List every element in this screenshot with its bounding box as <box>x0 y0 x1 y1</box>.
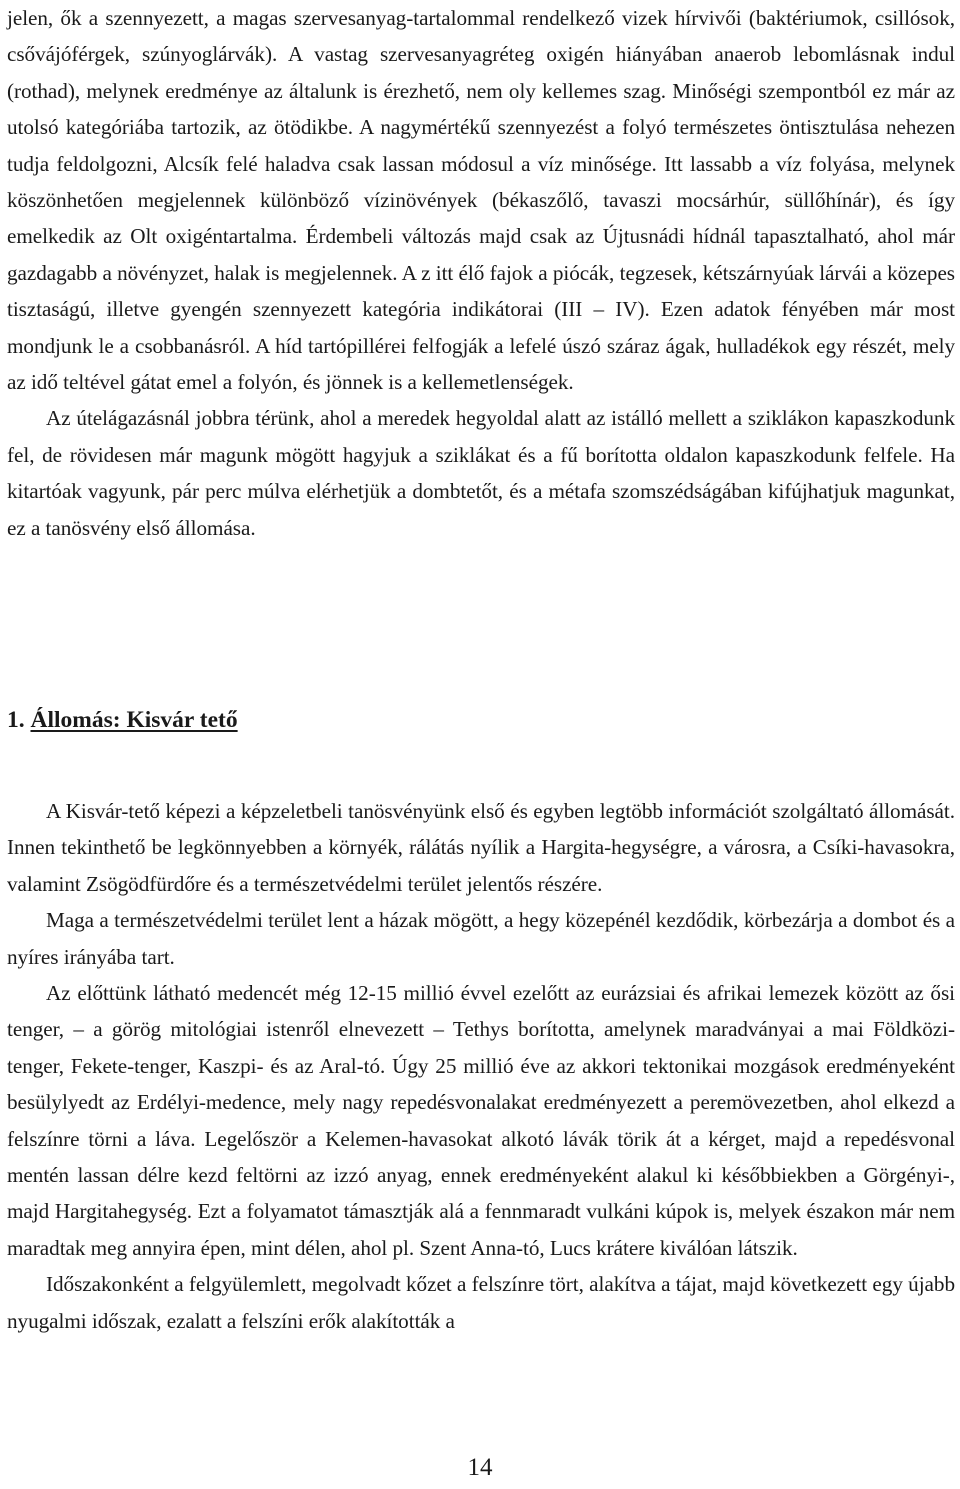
paragraph-protected-area: Maga a természetvédelmi terület lent a házak mögött, a hegy közepénél kezdődik, körbezárja a dombot és a nyíres irányába tart. <box>7 908 955 969</box>
section-heading <box>7 702 238 738</box>
section-number: 1. <box>7 707 25 733</box>
paragraph-geology: Az előttünk látható medencét még 12-15 millió évvel ezelőtt az eurázsiai és afrikai lemezek között az ősi tenger, – a görög mitológiai istenről elnevezett – Tethys borította, amelynek maradványai a mai Földközi-tenger, Fekete-tenger, Kaszpi- és az Aral-tó. Úgy 25 millió éve az akkori tektonikai mozgások eredményeként besülylyedt az Erdélyi-medence, mely nagy repedésvonalakat eredményezett a peremövezetben, ahol elkezd a felszínre törni a láva. Legelőször a Kelemen-havasokat alkotó lávák törik át a kérget, majd a repedésvonal mentén lassan délre kezd feltörni az izzó anyag, ennek eredményeként alakul ki későbbiekben a Görgényi-, majd Hargitahegység. Ezt a folyamatot támasztják alá a fennmaradt vulkáni kúpok is, melyek északon már nem maradtak meg annyira épen, mint délen, ahol pl. Szent Anna-tó, Lucs krátere kiválóan látszik. <box>7 981 955 1260</box>
top-text-block <box>7 0 955 546</box>
section-title: Állomás: Kisvár tető <box>30 707 238 733</box>
paragraph-kisvar-intro: A Kisvár-tető képezi a képzeletbeli tanösvényünk első és egyben legtöbb információt szolgáltató állomását. Innen tekinthető be legkönnyebben a környék, rálátás nyílik a Hargita-hegységre, a városra, a Csíki-havasokra, valamint Zsögödfürdőre és a természetvédelmi terület jelentős részére. <box>7 799 955 896</box>
paragraph-route-directions: Az útelágazásnál jobbra térünk, ahol a meredek hegyoldal alatt az istálló mellett a sziklákon kapaszkodunk fel, de rövidesen már magunk mögött hagyjuk a sziklákat és a fű borította oldalon kapaszkodunk felfele. Ha kitartóak vagyunk, pár perc múlva elérhetjük a dombtetőt, és a métafa szomszédságában kifújhatjuk magunkat, ez a tanösvény első állomása. <box>7 406 955 540</box>
bottom-text-block <box>7 793 955 1339</box>
paragraph-water-quality: jelen, ők a szennyezett, a magas szervesanyag-tartalommal rendelkező vizek hírvivői (baktériumok, csillósok, csővájóférgek, szúnyoglárvák). A vastag szervesanyagréteg oxigén hiányában anaerob lebomlásnak indul (rothad), melynek eredménye az általunk is érezhető, nem oly kellemes szag. Minőségi szempontból ez már az utolsó kategóriába tartozik, az ötödikbe. A nagymértékű szennyezést a folyó természetes öntisztulása nehezen tudja feldolgozni, Alcsík felé haladva csak lassan módosul a víz minősége. Itt lassabb a víz folyása, melynek köszönhetően megjelennek különböző vízinövények (békaszőlő, tavaszi mocsárhúr, süllőhínár), és így emelkedik az Olt oxigéntartalma. Érdembeli változás majd csak az Újtusnádi hídnál tapasztalható, ahol már gazdagabb a növényzet, halak is megjelennek. A z itt élő fajok a piócák, tegzesek, kétszárnyúak lárvái a közepes tisztaságú, illetve gyengén szennyezett kategória indikátorai (III – IV). Ezen adatok fényében már most mondjunk le a csobbanásról. A híd tartópillérei felfogják a lefelé úszó száraz ágak, hulladékok egy részét, mely az idő teltével gátat emel a folyón, és jönnek is a kellemetlenségek. <box>7 6 955 395</box>
page-number: 14 <box>467 1454 493 1481</box>
paragraph-volcanic-periods: Időszakonként a felgyülemlett, megolvadt kőzet a felszínre tört, alakítva a tájat, majd következett egy újabb nyugalmi időszak, ezalatt a felszíni erők alakították a <box>7 1272 955 1333</box>
